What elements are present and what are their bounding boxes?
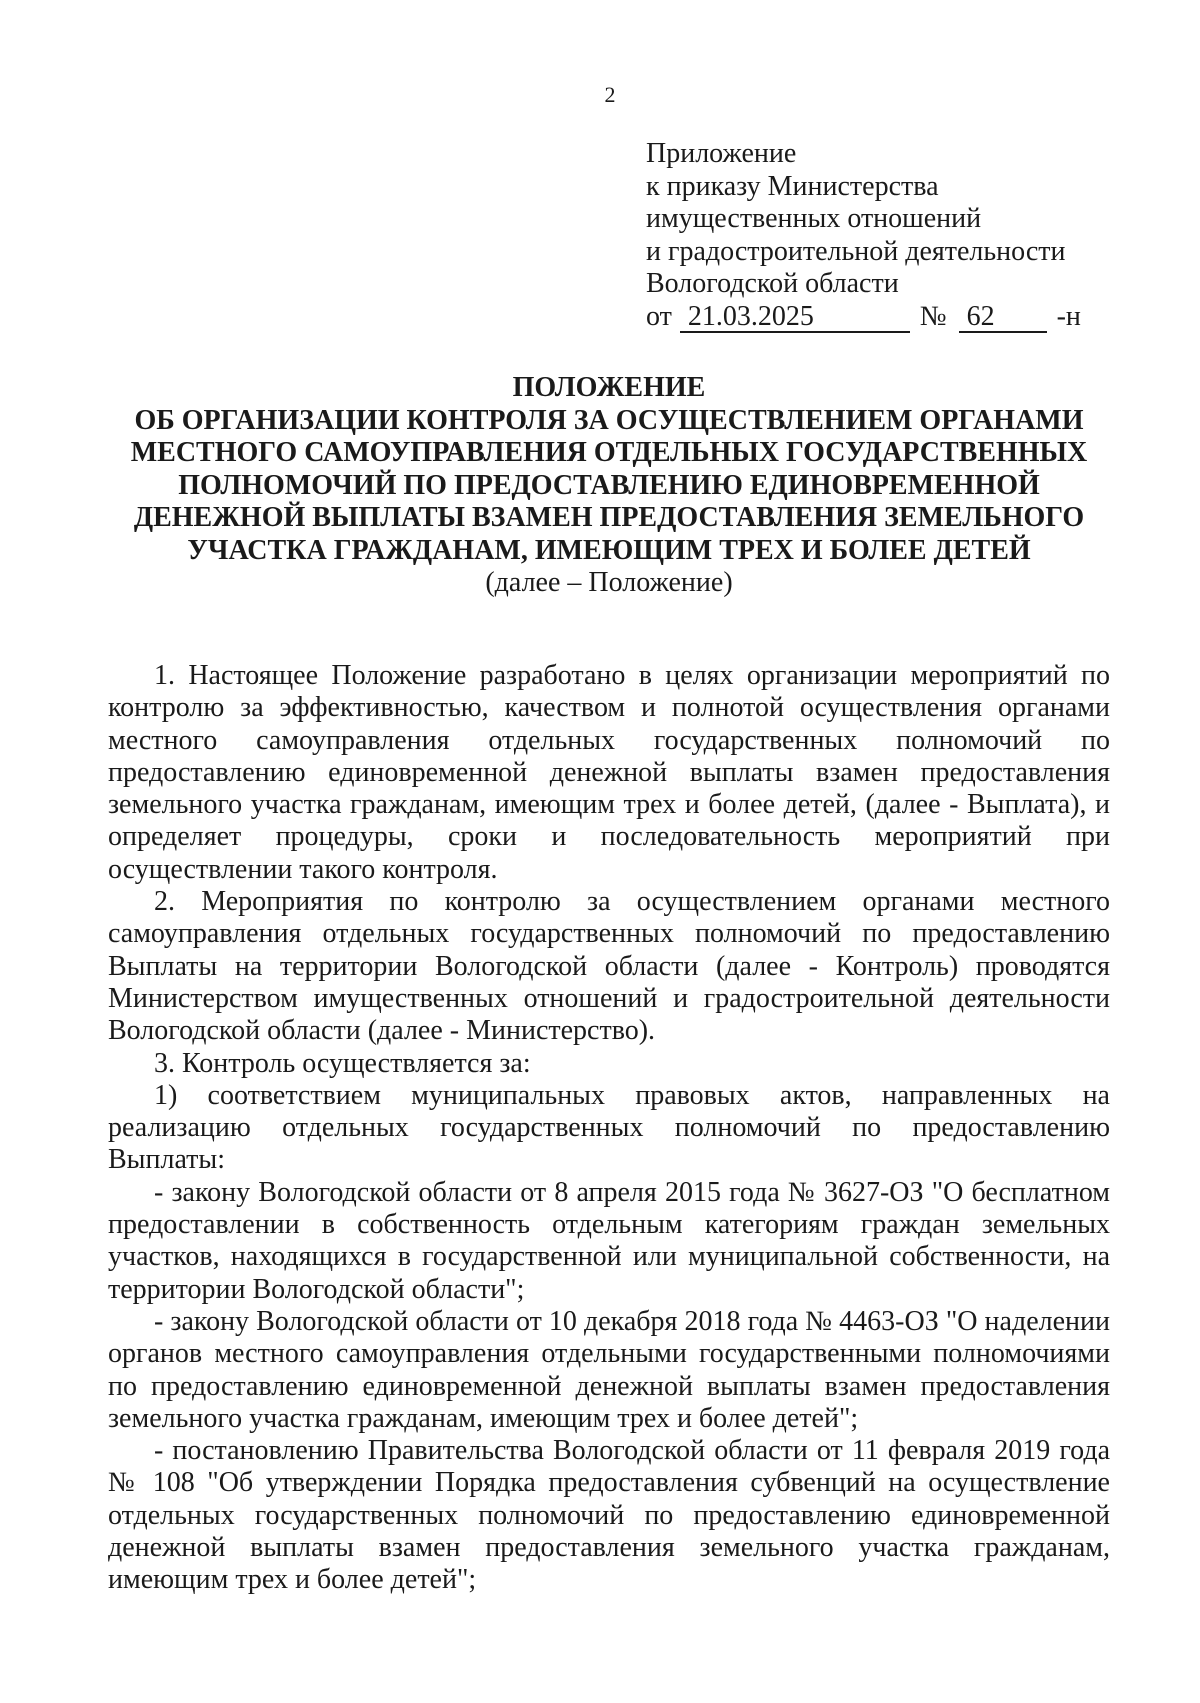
paragraph: 1. Настоящее Положение разработано в целях организации мероприятий по контролю за эффективностью, качеством и полнотой осуществления органами местного самоуправления отдельных государственных полномочий по предоставлению единовременной денежной выплаты взамен предоставления земельного участка гражданам, имеющим трех и более детей, (далее - Выплата), и определяет процедуры, сроки и последовательность мероприятий при осуществлении такого контроля. [108,660,1110,885]
title-line: ОБ ОРГАНИЗАЦИИ КОНТРОЛЯ ЗА ОСУЩЕСТВЛЕНИЕМ ОРГАНАМИ [134,404,1084,436]
title-line: УЧАСТКА ГРАЖДАНАМ, ИМЕЮЩИМ ТРЕХ И БОЛЕЕ ДЕТЕЙ [187,534,1031,566]
paragraph: 3. Контроль осуществляется за: [154,1047,531,1079]
appendix-line: Приложение [646,138,797,169]
title-line: МЕСТНОГО САМОУПРАВЛЕНИЯ ОТДЕЛЬНЫХ ГОСУДАРСТВЕННЫХ [130,437,1088,468]
paragraph: - постановлению Правительства Вологодской области от 11 февраля 2019 года № 108 "Об утверждении Порядка предоставления субвенций на осуществление отдельных государственных полномочий по предоставлению единовременной денежной выплаты взамен предоставления земельного участка гражданам, имеющим трех и более детей"; [108,1435,1110,1596]
appendix-line: к приказу Министерства [646,170,939,202]
appendix-block [646,138,1081,333]
page-number: 2 [604,82,616,107]
order-date: 21.03.2025 [680,303,910,333]
document-body [108,660,1110,1597]
order-number: 62 [959,303,1047,333]
date-prefix: от [646,300,672,332]
title-line: ДЕНЕЖНОЙ ВЫПЛАТЫ ВЗАМЕН ПРЕДОСТАВЛЕНИЯ ЗЕМЕЛЬНОГО [133,502,1085,533]
paragraph: - закону Вологодской области от 10 декабря 2018 года № 4463-ОЗ "О наделении органов местного самоуправления отдельными государственными полномочиями по предоставлению единовременной денежной выплаты взамен предоставления земельного участка гражданам, имеющим трех и более детей"; [108,1305,1110,1434]
title-subtitle: (далее – Положение) [485,567,733,598]
number-suffix: -н [1056,300,1081,332]
paragraph: 2. Мероприятия по контролю за осуществлением органами местного самоуправления отдельных государственных полномочий по предоставлению Выплаты на территории Вологодской области (далее - Контроль) проводятся Министерством имущественных отношений и градостроительной деятельности Вологодской области (далее - Министерство). [108,886,1110,1047]
appendix-line: и градостроительной деятельности [646,235,1066,267]
document-title [100,372,1118,600]
order-details [646,301,1081,334]
title-line: ПОЛОЖЕНИЕ [512,372,706,403]
number-sign: № [919,300,947,332]
paragraph: 1) соответствием муниципальных правовых актов, направленных на реализацию отдельных государственных полномочий по предоставлению Выплаты: [108,1079,1110,1176]
appendix-line: Вологодской области [646,268,899,299]
title-line: ПОЛНОМОЧИЙ ПО ПРЕДОСТАВЛЕНИЮ ЕДИНОВРЕМЕННОЙ [178,469,1040,501]
appendix-line: имущественных отношений [646,203,982,234]
paragraph: - закону Вологодской области от 8 апреля 2015 года № 3627-ОЗ "О бесплатном предоставлении в собственность отдельным категориям граждан земельных участков, находящихся в государственной или муниципальной собственности, на территории Вологодской области"; [108,1176,1110,1305]
